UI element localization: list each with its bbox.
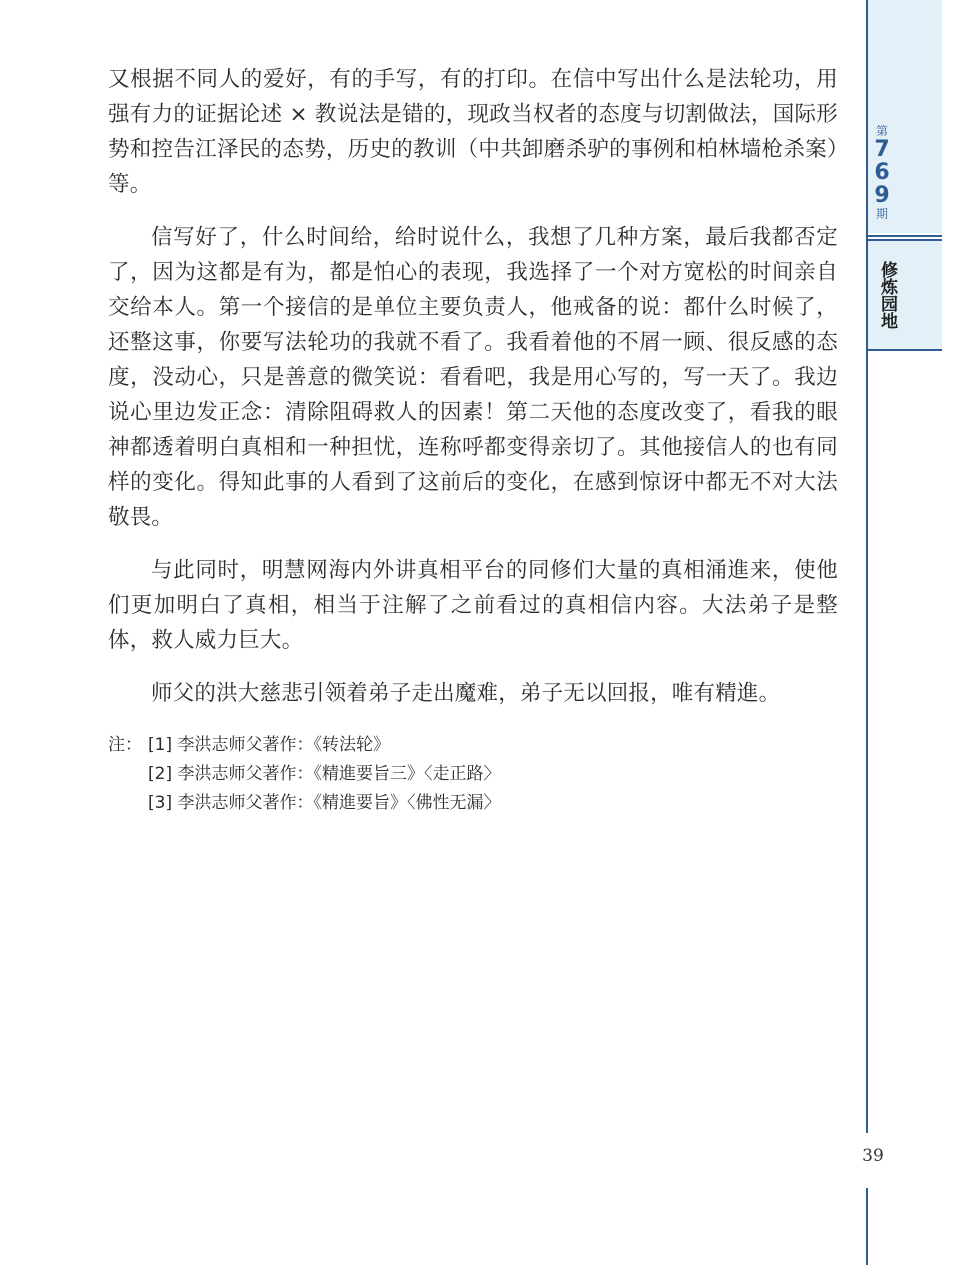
issue-number	[868, 124, 896, 221]
footnote-item: [3] 李洪志师父著作：《精進要旨》〈佛性无漏〉	[148, 793, 501, 813]
issue-suffix: 期	[875, 207, 888, 221]
issue-prefix: 第	[875, 124, 888, 138]
page-number: 39	[862, 1146, 884, 1166]
footnote-line-2	[108, 760, 838, 789]
section-title: 修炼园地	[877, 261, 897, 329]
footnote-line-1	[108, 731, 838, 760]
section-panel	[868, 241, 942, 351]
paragraph-4: 师父的洪大慈悲引领着弟子走出魔难，弟子无以回报，唯有精進。	[151, 681, 781, 706]
side-tab	[866, 0, 942, 1265]
issue-panel	[868, 0, 942, 233]
paragraph-2: 信写好了，什么时间给，给时说什么，我想了几种方案，最后我都否定了，因为这都是有为，都是怕心的表现，我选择了一个对方宽松的时间亲自交给本人。第一个接信的是单位主要负责人，他戒备的说：都什么时候了，还整这事，你要写法轮功的我就不看了。我看着他的不屑一顾、很反感的态度，没动心，只是善意的微笑说：看看吧，我是用心写的，写一天了。我边说心里边发正念：清除阻碍救人的因素！第二天他的态度改变了，看我的眼神都透着明白真相和一种担忧，连称呼都变得亲切了。其他接信人的也有同样的变化。得知此事的人看到了这前后的变化，在感到惊讶中都无不对大法敬畏。	[108, 225, 838, 530]
vertical-rule-lower	[866, 1188, 868, 1265]
article-body	[108, 62, 838, 818]
footnote-label: 注：	[108, 735, 142, 755]
footnotes	[108, 731, 838, 818]
footnote-item: [1] 李洪志师父著作：《转法轮》	[148, 735, 390, 755]
issue-digit: 6	[874, 160, 890, 185]
footnote-line-3	[108, 789, 838, 818]
footnote-item: [2] 李洪志师父著作：《精進要旨三》〈走正路〉	[148, 764, 501, 784]
paragraph-3: 与此同时，明慧网海内外讲真相平台的同修们大量的真相涌進来，使他们更加明白了真相，相当于注解了之前看过的真相信内容。大法弟子是整体，救人威力巨大。	[108, 558, 838, 653]
issue-digit: 7	[874, 137, 890, 162]
paragraph-1: 又根据不同人的爱好，有的手写，有的打印。在信中写出什么是法轮功，用强有力的证据论述 × 教说法是错的，现政当权者的态度与切割做法，国际形势和控告江泽民的态势，历史的教训（中共卸磨杀驴的事例和柏林墙枪杀案）等。	[108, 67, 838, 197]
issue-digit: 9	[874, 183, 890, 208]
